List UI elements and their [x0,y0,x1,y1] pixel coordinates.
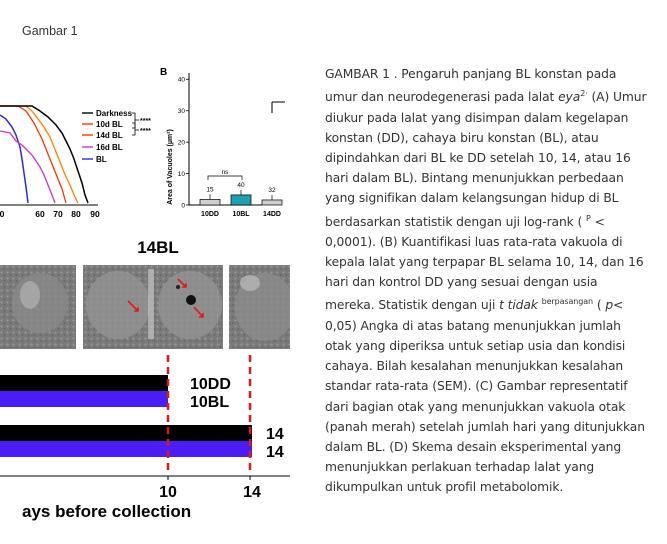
panel-a-xtick: 70 [53,209,63,219]
vacuole [186,295,196,305]
bar-10bl [0,391,168,407]
panel-d-xlabel: ays before collection [22,502,192,521]
figure-image [0,55,290,525]
bar-10bl [231,195,251,205]
legend-10d: 10d BL [96,120,123,129]
label-14dd: 14 [266,426,284,443]
panel-a-xtick: 90 [90,209,100,219]
panel-a-xtick: 80 [71,209,81,219]
caption-p-sup: P [586,213,591,223]
legend-16d: 16d BL [96,143,123,152]
bar-10dd [0,375,168,391]
caption-text: < 0,05) Angka di atas batang menunjukkan jumlah otak yang diperiksa untuk setiap usia dan kondisi cahaya. Bilah kesalahan menunjukkan kesalahan standar rata-rata (SEM). (C) Gambar representatif dari bagian otak yang menunjukkan vakuola otak (panah merah) setelah jumlah hari yang ditunjukkan dalam BL. (D) Skema desain eksperimental yang menunjukkan perlakuan terhadap lalat yang dikumpulkan untuk profil metabolomik. [325,298,645,495]
sig-stars: **** [140,118,151,125]
curve-14d-bl [0,106,78,203]
label-10bl: 10BL [190,394,230,411]
vacuole [176,285,180,289]
label-14bl: 14 [266,444,284,461]
panel-a [0,106,151,219]
label-10dd: 10DD [190,376,231,393]
bar-n-label: 15 [206,186,214,194]
sig-stars: **** [140,128,151,135]
legend-14d: 14d BL [96,131,123,140]
panel-b-ytick: 40 [177,76,185,84]
bar-14dd [0,425,252,441]
panel-b-label: B [160,67,168,78]
curve-16d-bl [0,131,55,203]
caption-eya: eya [558,90,581,105]
legend-bl: BL [96,155,107,164]
curve-darkness [0,106,88,203]
figure-caption: GAMBAR 1 . Pengaruh panjang BL konstan pada umur dan neurodegenerasi pada lalat eya$^{2\cdot}$ (A) Umur diukur pada lalat yang disimpan dalam kegelapan konstan (DD), cahaya biru konstan (BL), atau dipindahkan dari BL ke DD setelah 10, 14, atau 16 hari dalam BL). Bintang menunjukkan perbedaan yang signifikan dalam kelangsungan hidup di BL berdasarkan statistik dengan uji log-rank ( $^P$ < 0,0001). (B) Kuantifikasi luas rata-rata vakuola di kepala lalat yang terpapar BL selama 10, 14, dan 16 hari dan kontrol DD yang sesuai dengan usia mereka. Statistik dengan uji t tidak $^{berpasangan}$ ( p< 0,05) Angka di atas batang menunjukkan jumlah otak yang diperiksa untuk setiap usia dan kondisi cahaya. Bilah kesalahan menunjukkan kesalahan standar rata-rata (SEM). (C) Gambar representatif dari bagian otak yang menunjukkan vakuola otak (panah merah) setelah jumlah hari yang ditunjukkan dalam BL. (D) Skema desain eksperimental yang menunjukkan perlakuan terhadap lalat yang dikumpulkan untuk profil metabolomik. [325,67,647,495]
legend [82,109,151,164]
bar-n-label: 40 [237,181,245,189]
caption-text: < 0,0001). (B) Kuantifikasi luas rata-rata vakuola di kepala lalat yang terpapar BL selama 10, 14, dan 16 hari dan kontrol DD yang sesuai dengan usia mereka. Statistik dengan uji [325,214,644,313]
caption-eya-sup: 2 [580,89,586,99]
ns-bracket [208,176,242,180]
panel-c-micrographs [0,265,290,349]
caption-small: berpasangan [541,297,593,307]
sig-bracket-1 [132,113,139,128]
bar-14dd [262,200,282,205]
caption-ttest: t tidak [499,298,538,313]
bar-category-label: 10BL [232,211,250,218]
legend-darkness: Darkness [96,109,133,118]
bar-10dd [200,199,220,205]
bar-14bl [0,441,252,457]
panel-d-xtick: 10 [159,484,177,501]
caption-text: GAMBAR 1 . Pengaruh panjang BL konstan pada umur dan neurodegenerasi pada lalat [325,67,617,105]
curve-bl [0,115,28,203]
curve-10d-bl [0,106,66,203]
panel-b-ylabel: Area of Vacuoles (µm²) [167,129,174,205]
figure-label: Gambar 1 [22,24,78,38]
caption-text: ( [596,298,602,313]
panel-b-ytick: 10 [177,170,185,178]
panel-a-xtick: 0 [0,209,5,219]
bar-category-label: 14DD [263,211,281,218]
panel-c-title: 14BL [137,238,179,257]
panel-d-xtick: 14 [243,484,261,501]
caption-p-italic: p [605,298,614,313]
bar-n-label: 32 [268,186,276,194]
panel-b-ytick: 30 [177,108,185,116]
panel-b-crop-axis [272,102,285,113]
panel-d [0,355,290,521]
figure-panels [0,55,290,525]
bar-category-label: 10DD [201,211,219,218]
sig-bracket-2 [132,123,139,135]
caption-text: (A) Umur diukur pada lalat yang disimpan dalam kegelapan konstan (DD), cahaya biru konstan (BL), atau dipindahkan dari BL ke DD setelah 10, 14, atau 16 hari dalam BL). Bintang menunjukkan perbedaan yang signifikan dalam kelangsungan hidup di BL berdasarkan statistik dengan uji log-rank ( [325,90,647,229]
panel-a-xtick: 60 [35,209,45,219]
panel-b [160,67,285,218]
panel-b-ytick: 20 [177,139,185,147]
ns-label: ns [221,169,229,176]
panel-b-ytick: 0 [181,202,185,210]
